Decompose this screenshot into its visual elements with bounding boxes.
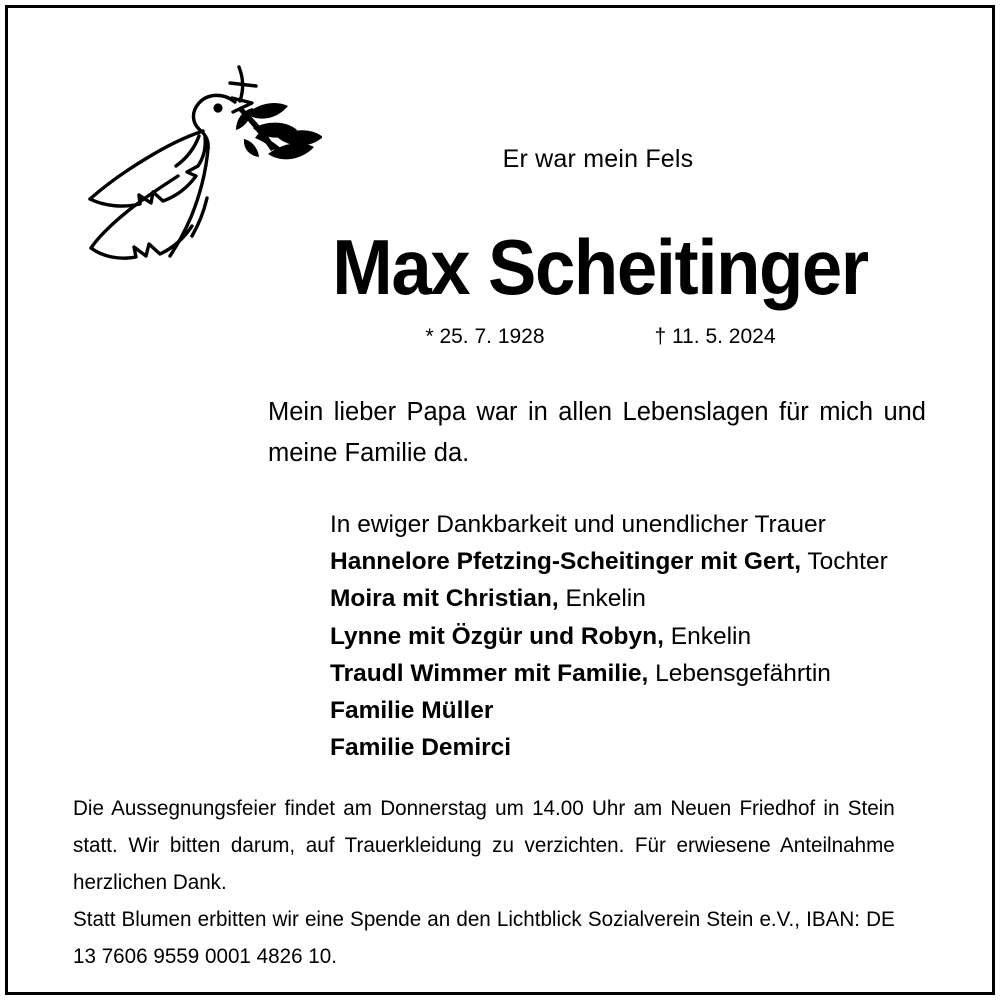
- epitaph-text: Er war mein Fels: [502, 145, 694, 173]
- mourners-block: [330, 506, 930, 767]
- mourner-row: [330, 729, 930, 766]
- mourner-name: Lynne mit Özgür und Robyn,: [330, 622, 664, 650]
- donation-note: Statt Blumen erbitten wir eine Spende an den Lichtblick Sozialverein Stein e.V., IBAN: DE 13 7606 9559 0001 4826 10.: [73, 906, 895, 968]
- mourner-name: Moira mit Christian,: [330, 585, 559, 613]
- mourner-name: Hannelore Pfetzing-Scheitinger mit Gert,: [330, 548, 802, 576]
- ceremony-note: Die Aussegnungsfeier findet am Donnerstag um 14.00 Uhr am Neuen Friedhof in Stein statt. Wir bitten darum, auf Trauerkleidung zu verzichten. Für erwiesene Anteilnahme herzlichen Dank.: [73, 796, 895, 894]
- dedication-text: [268, 392, 926, 475]
- epitaph-line: [0, 145, 1000, 174]
- life-dates: [270, 325, 930, 349]
- mourner-name: Familie Demirci: [330, 734, 512, 762]
- mourner-row: [330, 543, 930, 580]
- deceased-name: Max Scheitinger: [332, 223, 868, 311]
- dedication-paragraph: Mein lieber Papa war in allen Lebenslagen für mich und meine Familie da.: [268, 398, 926, 468]
- death-date: † 11. 5. 2024: [654, 325, 776, 348]
- mourner-relation: Enkelin: [558, 585, 646, 613]
- mourner-row: [330, 580, 930, 617]
- mourners-intro: In ewiger Dankbarkeit und unendlicher Trauer: [330, 511, 826, 538]
- mourner-name: Traudl Wimmer mit Familie,: [330, 659, 649, 687]
- dove-eye: [213, 103, 222, 112]
- mourner-name: Familie Müller: [330, 697, 494, 725]
- mourner-relation: Lebensgefährtin: [648, 659, 831, 687]
- footer-notes: [73, 790, 895, 975]
- mourner-row: [330, 655, 930, 692]
- mourner-row: [330, 692, 930, 729]
- mourner-relation: Tochter: [801, 548, 888, 576]
- mourner-row: [330, 618, 930, 655]
- birth-date: * 25. 7. 1928: [425, 325, 545, 348]
- mourner-relation: Enkelin: [663, 622, 752, 650]
